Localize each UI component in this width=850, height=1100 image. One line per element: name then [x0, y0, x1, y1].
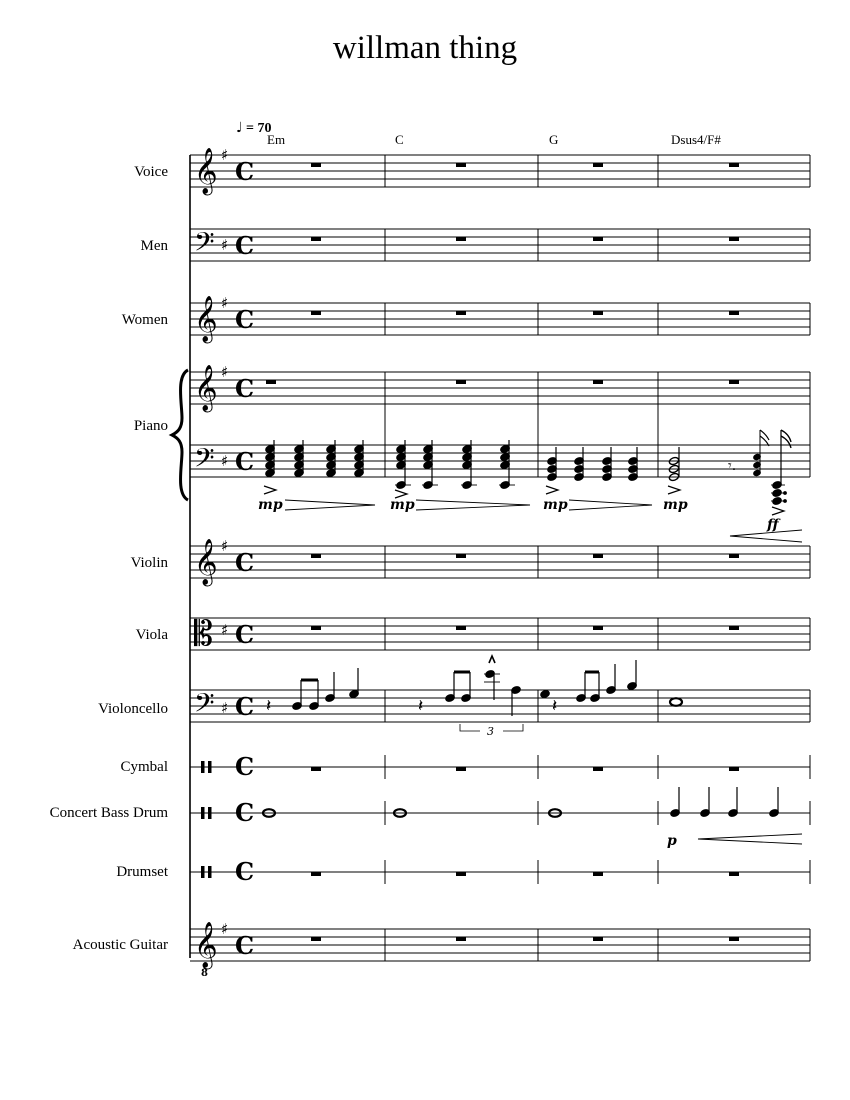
svg-text:C: C	[235, 798, 255, 827]
instrument-label-piano: Piano	[133, 418, 168, 434]
instrument-label-drumset: Drumset	[116, 864, 168, 880]
piano-dynamic-m3: mp	[543, 497, 568, 513]
piano-bass-chords	[265, 430, 791, 506]
instrument-label-viola: Viola	[135, 627, 168, 643]
staff-lines-voice	[190, 155, 810, 187]
score-title: willman thing	[332, 30, 518, 66]
staff-lines-violoncello	[190, 690, 810, 722]
treble-clef-piano: 𝄞	[194, 365, 218, 411]
svg-text:♯: ♯	[221, 621, 229, 639]
instrument-label-voice: Voice	[134, 164, 168, 180]
svg-text:C: C	[235, 447, 255, 476]
staff-lines-piano-treble	[190, 372, 810, 404]
bass-drum-dynamic: p	[667, 833, 677, 849]
svg-text:♯: ♯	[221, 699, 229, 717]
bass-clef-violoncello: 𝄢	[194, 687, 215, 725]
chord-symbol-2: C	[395, 132, 404, 147]
svg-text:C: C	[235, 620, 255, 649]
violoncello-notes	[266, 660, 682, 716]
svg-text:C: C	[235, 857, 255, 886]
instrument-label-cymbal: Cymbal	[120, 759, 168, 775]
piano-dynamic-ff: ff	[767, 517, 779, 533]
chord-symbol-4: Dsus4/F#	[671, 132, 721, 147]
bass-clef-piano: 𝄢	[194, 442, 215, 480]
chord-symbol-1: Em	[267, 132, 286, 147]
staff-lines-violin	[190, 546, 810, 578]
svg-text:𝄽: 𝄽	[418, 696, 424, 716]
svg-text:C: C	[235, 931, 255, 960]
piano-brace	[172, 370, 188, 500]
svg-text:♯: ♯	[221, 920, 229, 938]
treble-clef-women: 𝄞	[194, 296, 218, 342]
svg-text:♯: ♯	[221, 452, 229, 470]
violin-crescendo-hairpin	[730, 530, 802, 542]
instrument-label-men: Men	[140, 238, 168, 254]
svg-text:C: C	[235, 374, 255, 403]
staff-lines-piano-bass	[190, 445, 810, 477]
tempo-note: ♩	[236, 120, 243, 136]
svg-text:♯: ♯	[221, 537, 229, 555]
piano-dynamic-m4: mp	[663, 497, 688, 513]
svg-text:♯: ♯	[221, 294, 229, 312]
bass-clef-men: 𝄢	[194, 226, 215, 264]
piano-decrescendo-hairpins	[285, 500, 652, 510]
instrument-label-violoncello: Violoncello	[98, 701, 168, 717]
svg-text:♯: ♯	[221, 363, 229, 381]
staff-lines-men	[190, 229, 810, 261]
cello-marcato-mark	[489, 656, 495, 663]
svg-text:𝄽: 𝄽	[552, 696, 558, 716]
treble-clef-voice: 𝄞	[194, 148, 218, 194]
svg-text:C: C	[235, 231, 255, 260]
tempo-text: = 70	[246, 121, 272, 136]
svg-text:C: C	[235, 157, 255, 186]
svg-text:♯: ♯	[221, 236, 229, 254]
svg-text:♯: ♯	[221, 146, 229, 164]
svg-text:𝄾.: 𝄾.	[728, 458, 737, 474]
instrument-label-women: Women	[121, 312, 168, 328]
alto-clef-viola: 𝄡	[194, 614, 213, 654]
staff-lines-guitar	[190, 929, 810, 961]
chord-symbol-3: G	[549, 132, 559, 147]
piano-dynamic-m1: mp	[258, 497, 283, 513]
key-signatures	[221, 146, 228, 938]
instrument-label-guitar: Acoustic Guitar	[72, 937, 168, 953]
svg-text:C: C	[235, 692, 255, 721]
piano-accents	[264, 486, 784, 515]
svg-text:𝄽: 𝄽	[266, 696, 272, 716]
instrument-label-violin: Violin	[130, 555, 168, 571]
svg-text:C: C	[235, 752, 255, 781]
measure-rests	[266, 163, 739, 941]
piano-dynamic-m2: mp	[390, 497, 415, 513]
svg-text:C: C	[235, 305, 255, 334]
treble-clef-guitar: 𝄞	[194, 922, 218, 968]
treble-clef-violin: 𝄞	[194, 539, 218, 585]
cello-tuplet-number: 3	[487, 725, 494, 738]
time-signatures	[235, 157, 254, 960]
bass-drum-crescendo-hairpin	[698, 834, 802, 844]
staff-lines-viola	[190, 618, 810, 650]
instrument-label-bass-drum: Concert Bass Drum	[49, 805, 168, 821]
staff-lines-women	[190, 303, 810, 335]
guitar-octave-mark: 8	[201, 968, 208, 979]
svg-text:C: C	[235, 548, 255, 577]
